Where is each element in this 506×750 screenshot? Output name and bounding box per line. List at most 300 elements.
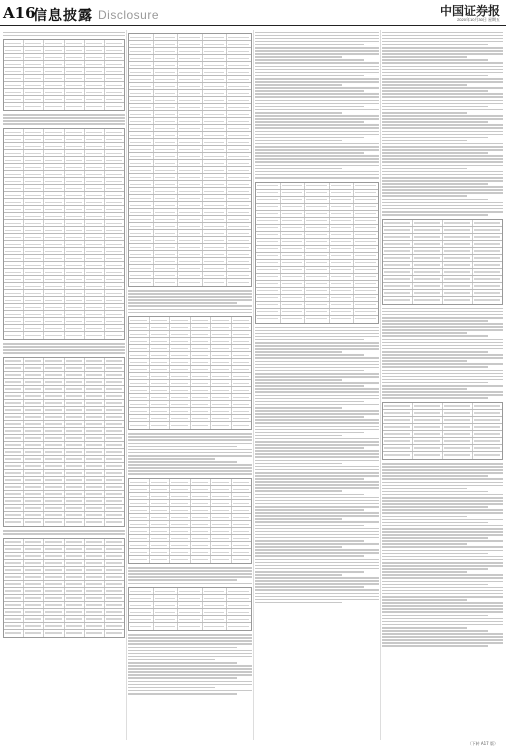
table-cell	[154, 188, 179, 194]
text-line	[255, 41, 379, 43]
text-line	[255, 413, 379, 415]
table-cell	[44, 89, 64, 95]
table-cell	[211, 324, 232, 330]
text-line	[382, 528, 503, 530]
text-line	[128, 443, 252, 445]
table-cell	[24, 178, 44, 184]
table-cell	[85, 136, 105, 142]
table-cell	[44, 386, 64, 392]
table-cell	[191, 542, 212, 548]
text-line	[255, 534, 379, 536]
table-cell	[211, 556, 232, 563]
text-line	[128, 439, 252, 441]
table-cell	[24, 512, 44, 518]
text-line	[255, 354, 364, 356]
table-cell	[281, 302, 306, 308]
table-cell	[170, 542, 191, 548]
table-cell	[305, 302, 330, 308]
table-cell	[154, 202, 179, 208]
text-line	[382, 131, 503, 133]
table-cell	[129, 380, 150, 386]
table-row	[129, 167, 251, 174]
table-cell	[178, 279, 203, 286]
text-line	[255, 426, 379, 428]
table-cell	[24, 484, 44, 490]
table-row	[4, 567, 124, 574]
text-line	[255, 429, 379, 431]
text-line	[255, 525, 364, 527]
table-row	[4, 54, 124, 61]
table-cell	[4, 255, 24, 261]
table-cell	[4, 103, 24, 110]
text-line	[255, 565, 379, 567]
table-row	[129, 111, 251, 118]
text-line	[255, 602, 342, 604]
text-line	[382, 478, 503, 480]
text-line	[128, 576, 252, 578]
table-cell	[24, 609, 44, 615]
text-line	[255, 444, 379, 446]
table-cell	[203, 265, 228, 271]
text-line	[382, 363, 503, 365]
table-cell	[85, 595, 105, 601]
table-cell	[4, 470, 24, 476]
table-cell	[211, 500, 232, 506]
text-line	[255, 174, 379, 176]
text-line	[128, 634, 252, 636]
table-row	[4, 234, 124, 241]
text-line	[382, 100, 503, 102]
text-line	[255, 555, 364, 557]
table-cell	[105, 428, 124, 434]
text-line	[382, 593, 503, 595]
table-cell	[227, 48, 251, 54]
text-line	[128, 579, 237, 581]
table-cell	[24, 311, 44, 317]
table-cell	[44, 269, 64, 275]
table-cell	[232, 422, 252, 429]
table-cell	[105, 290, 124, 296]
table-cell	[105, 602, 124, 608]
table-cell	[65, 75, 85, 81]
table-cell	[227, 83, 251, 89]
table-cell	[305, 309, 330, 315]
table-cell	[85, 96, 105, 102]
table-cell	[44, 96, 64, 102]
table-cell	[354, 281, 378, 287]
table-cell	[24, 567, 44, 573]
table-cell	[4, 283, 24, 289]
table-cell	[129, 331, 150, 337]
table-cell	[44, 512, 64, 518]
table-cell	[178, 111, 203, 117]
table-row	[129, 595, 251, 602]
table-row	[4, 512, 124, 519]
text-line	[128, 293, 252, 295]
text-line	[382, 155, 503, 157]
table-cell	[443, 276, 473, 282]
text-line	[128, 681, 252, 683]
table-cell	[44, 449, 64, 455]
table-cell	[443, 227, 473, 233]
table-row	[129, 366, 251, 373]
newspaper-logo: 中国证券报	[439, 4, 500, 18]
table-cell	[473, 234, 502, 240]
table-row	[4, 477, 124, 484]
table-cell	[105, 553, 124, 559]
table-cell	[178, 244, 203, 250]
table-cell	[211, 387, 232, 393]
table-row	[129, 48, 251, 55]
table-cell	[211, 535, 232, 541]
table-cell	[65, 185, 85, 191]
table-cell	[354, 183, 378, 189]
text-line	[382, 475, 488, 477]
column-divider	[126, 30, 127, 740]
table-cell	[150, 338, 171, 344]
table-cell	[281, 295, 306, 301]
text-line	[3, 530, 125, 532]
text-line	[382, 391, 503, 393]
table-cell	[129, 160, 154, 166]
table-cell	[44, 595, 64, 601]
table-cell	[227, 76, 251, 82]
table-cell	[24, 588, 44, 594]
table-cell	[24, 602, 44, 608]
table-cell	[129, 230, 154, 236]
table-cell	[443, 452, 473, 459]
table-cell	[65, 325, 85, 331]
text-line	[128, 573, 252, 575]
table-cell	[4, 276, 24, 282]
table-cell	[203, 97, 228, 103]
table-cell	[24, 75, 44, 81]
table-cell	[383, 438, 413, 444]
text-line	[3, 32, 125, 34]
table-row	[4, 82, 124, 89]
table-row	[383, 269, 502, 276]
text-line	[255, 118, 379, 120]
text-line	[382, 550, 503, 552]
text-line	[255, 546, 342, 548]
table-cell	[85, 574, 105, 580]
table-cell	[24, 157, 44, 163]
table-cell	[44, 616, 64, 622]
table-cell	[150, 486, 171, 492]
table-cell	[65, 157, 85, 163]
table-cell	[4, 75, 24, 81]
table-cell	[4, 262, 24, 268]
table-row	[4, 178, 124, 185]
table-cell	[4, 386, 24, 392]
table-cell	[4, 553, 24, 559]
text-line	[128, 684, 252, 686]
table-cell	[4, 539, 24, 545]
table-cell	[150, 394, 171, 400]
table-cell	[413, 438, 443, 444]
table-cell	[24, 269, 44, 275]
table-cell	[85, 40, 105, 46]
table-cell	[154, 153, 179, 159]
text-line	[128, 446, 237, 448]
table-cell	[65, 227, 85, 233]
table-cell	[24, 560, 44, 566]
table-cell	[232, 493, 252, 499]
text-line	[255, 357, 379, 359]
table-cell	[85, 560, 105, 566]
table-cell	[203, 195, 228, 201]
text-line	[128, 309, 252, 311]
table-cell	[473, 445, 502, 451]
table-cell	[170, 507, 191, 513]
table-cell	[85, 630, 105, 637]
table-cell	[85, 75, 105, 81]
table-cell	[413, 227, 443, 233]
text-line	[382, 308, 503, 310]
text-line	[255, 32, 379, 34]
table-cell	[4, 213, 24, 219]
text-line	[255, 351, 342, 353]
table-row	[129, 556, 251, 563]
table-cell	[154, 146, 179, 152]
text-line	[255, 515, 379, 517]
table-row	[256, 204, 378, 211]
table-row	[4, 588, 124, 595]
table-cell	[44, 553, 64, 559]
text-line	[382, 332, 467, 334]
text-line	[128, 650, 252, 652]
table-cell	[4, 157, 24, 163]
table-cell	[44, 325, 64, 331]
table-cell	[170, 331, 191, 337]
table-cell	[232, 366, 252, 372]
table-cell	[4, 512, 24, 518]
table-cell	[44, 505, 64, 511]
table-cell	[65, 616, 85, 622]
table-cell	[227, 41, 251, 47]
table-row	[129, 623, 251, 630]
table-cell	[211, 528, 232, 534]
table-cell	[105, 82, 124, 88]
text-line	[255, 450, 379, 452]
text-line	[382, 618, 503, 620]
table-cell	[232, 415, 252, 421]
text-line	[382, 189, 503, 191]
table-cell	[383, 241, 413, 247]
table-row	[4, 213, 124, 220]
text-line	[382, 143, 503, 145]
table-cell	[211, 366, 232, 372]
table-row	[4, 456, 124, 463]
table-cell	[129, 272, 154, 278]
table-cell	[227, 216, 251, 222]
table-cell	[105, 365, 124, 371]
table-row	[129, 216, 251, 223]
text-line	[382, 62, 503, 64]
text-line	[128, 640, 252, 642]
text-line	[382, 581, 503, 583]
table-cell	[85, 227, 105, 233]
table-cell	[44, 157, 64, 163]
table-row	[256, 281, 378, 288]
table-cell	[65, 234, 85, 240]
table-cell	[65, 248, 85, 254]
table-cell	[4, 379, 24, 385]
table-cell	[4, 449, 24, 455]
table-cell	[170, 500, 191, 506]
table-row	[4, 386, 124, 393]
table-cell	[178, 62, 203, 68]
table-cell	[443, 248, 473, 254]
text-line	[255, 100, 379, 102]
table-cell	[65, 539, 85, 545]
table-cell	[4, 206, 24, 212]
table-cell	[4, 227, 24, 233]
table-cell	[105, 75, 124, 81]
table-cell	[129, 153, 154, 159]
table-cell	[105, 325, 124, 331]
text-line	[255, 589, 379, 591]
table-cell	[44, 192, 64, 198]
table-cell	[85, 428, 105, 434]
table-cell	[227, 132, 251, 138]
table-cell	[44, 61, 64, 67]
table-cell	[178, 616, 203, 622]
text-line	[3, 349, 125, 351]
table-cell	[24, 68, 44, 74]
text-line	[382, 335, 488, 337]
table-cell	[232, 380, 252, 386]
data-table	[3, 357, 125, 527]
table-row	[129, 279, 251, 286]
table-cell	[65, 393, 85, 399]
text-line	[128, 687, 215, 689]
text-line	[382, 115, 503, 117]
table-cell	[65, 546, 85, 552]
table-cell	[65, 54, 85, 60]
table-cell	[170, 317, 191, 323]
table-cell	[129, 415, 150, 421]
text-line	[255, 490, 342, 492]
table-cell	[85, 234, 105, 240]
text-line	[255, 367, 379, 369]
table-cell	[24, 414, 44, 420]
text-line	[382, 345, 503, 347]
table-cell	[227, 62, 251, 68]
table-cell	[178, 588, 203, 594]
table-cell	[4, 185, 24, 191]
table-cell	[105, 171, 124, 177]
table-cell	[65, 623, 85, 629]
table-cell	[178, 153, 203, 159]
table-cell	[4, 199, 24, 205]
table-cell	[44, 213, 64, 219]
table-cell	[203, 279, 228, 286]
table-cell	[178, 258, 203, 264]
table-row	[4, 47, 124, 54]
text-line	[255, 469, 379, 471]
text-line	[382, 69, 503, 71]
table-cell	[203, 160, 228, 166]
text-line	[128, 452, 252, 454]
table-cell	[24, 428, 44, 434]
table-cell	[154, 595, 179, 601]
text-line	[255, 596, 379, 598]
table-cell	[65, 304, 85, 310]
table-cell	[24, 213, 44, 219]
table-cell	[354, 302, 378, 308]
table-cell	[24, 255, 44, 261]
table-cell	[191, 415, 212, 421]
table-cell	[281, 183, 306, 189]
table-row	[129, 486, 251, 493]
text-line	[255, 599, 379, 601]
table-cell	[4, 616, 24, 622]
text-line	[255, 419, 379, 421]
table-cell	[281, 204, 306, 210]
table-row	[129, 535, 251, 542]
table-cell	[413, 445, 443, 451]
table-cell	[232, 373, 252, 379]
table-cell	[443, 424, 473, 430]
table-cell	[105, 393, 124, 399]
table-cell	[473, 276, 502, 282]
table-cell	[330, 232, 355, 238]
text-line	[255, 115, 379, 117]
table-cell	[105, 297, 124, 303]
text-line	[255, 134, 379, 136]
text-line	[255, 391, 379, 393]
table-cell	[129, 83, 154, 89]
text-line	[255, 382, 379, 384]
table-cell	[150, 408, 171, 414]
table-cell	[65, 47, 85, 53]
table-cell	[281, 197, 306, 203]
table-cell	[65, 318, 85, 324]
text-line	[382, 503, 503, 505]
table-row	[4, 89, 124, 96]
table-cell	[65, 602, 85, 608]
table-cell	[354, 232, 378, 238]
table-cell	[105, 609, 124, 615]
table-cell	[154, 76, 179, 82]
table-cell	[227, 251, 251, 257]
table-cell	[129, 535, 150, 541]
text-line	[255, 109, 379, 111]
table-cell	[129, 104, 154, 110]
text-line	[255, 497, 379, 499]
table-cell	[150, 535, 171, 541]
table-cell	[281, 218, 306, 224]
table-cell	[105, 220, 124, 226]
text-line	[382, 199, 488, 201]
table-cell	[211, 317, 232, 323]
data-table	[255, 182, 379, 324]
table-cell	[24, 546, 44, 552]
table-row	[383, 417, 502, 424]
table-cell	[203, 55, 228, 61]
table-cell	[203, 153, 228, 159]
text-line	[382, 472, 503, 474]
table-cell	[65, 560, 85, 566]
table-cell	[105, 574, 124, 580]
table-cell	[85, 365, 105, 371]
table-cell	[383, 410, 413, 416]
text-line	[255, 416, 364, 418]
table-cell	[4, 89, 24, 95]
text-line	[255, 404, 379, 406]
table-cell	[44, 400, 64, 406]
